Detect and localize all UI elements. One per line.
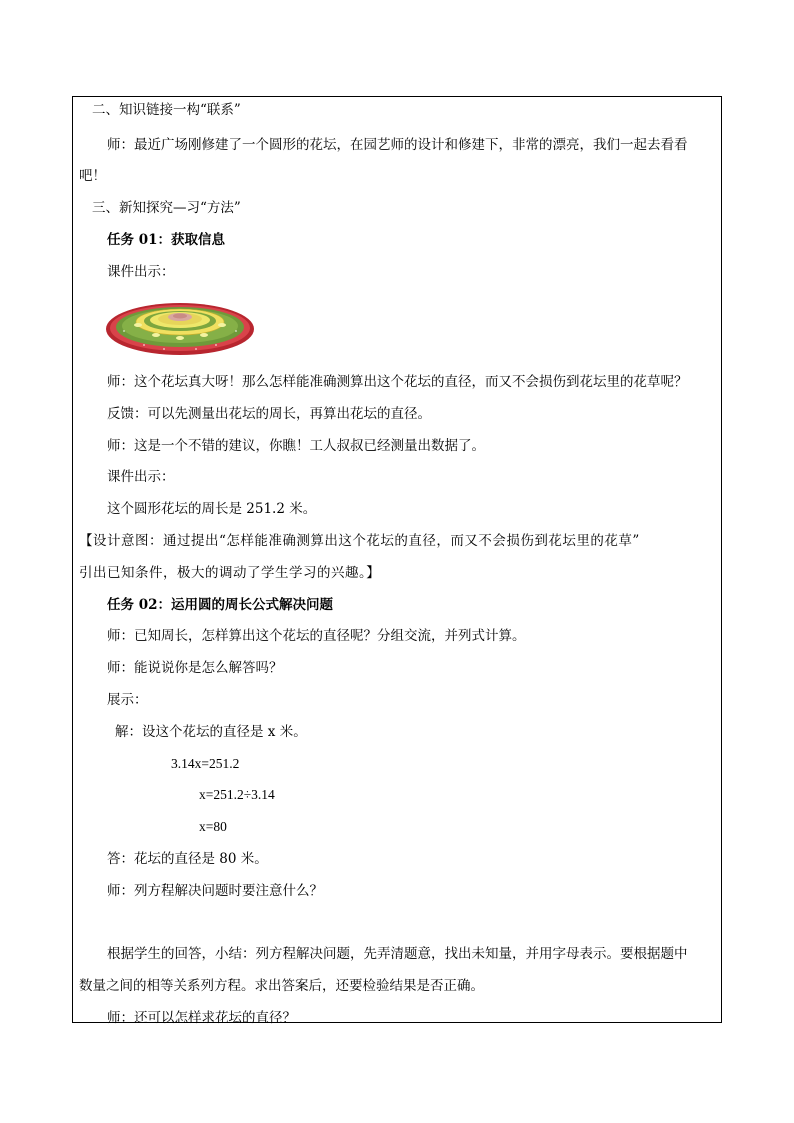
equation-3: x=80 [199, 819, 227, 834]
task2-heading: 任务 02：运用圆的周长公式解决问题 [107, 597, 333, 613]
summary-line2: 数量之间的相等关系列方程。求出答案后，还要检验结果是否正确。 [79, 978, 484, 994]
task1-heading: 任务 01：获取信息 [107, 232, 225, 248]
teacher-intro-line1: 师：最近广场刚修建了一个圆形的花坛，在园艺师的设计和修建下，非常的漂亮，我们一起去看看 [107, 137, 688, 153]
design-intent-line2: 引出已知条件，极大的调动了学生学习的兴趣。】 [79, 565, 381, 581]
display-label: 展示： [107, 692, 148, 708]
equation-1: 3.14x=251.2 [171, 756, 240, 771]
answer: 答：花坛的直径是 80 米。 [107, 851, 268, 867]
teacher-question-3: 师：已知周长，怎样算出这个花坛的直径呢？分组交流，并列式计算。 [107, 628, 526, 644]
equation-2: x=251.2÷3.14 [199, 787, 275, 802]
summary-line1: 根据学生的回答，小结：列方程解决问题，先弄清题意，找出未知量，并用字母表示。要根据题中 [107, 946, 688, 962]
flower-bed-illustration [104, 295, 256, 357]
teacher-question-6: 师：还可以怎样求花坛的直径？ [107, 1010, 296, 1026]
teacher-question-5: 师：列方程解决问题时要注意什么？ [107, 883, 323, 899]
flower-bed-image [104, 295, 256, 357]
teacher-question-1: 师：这个花坛真大呀！那么怎样能准确测算出这个花坛的直径，而又不会损伤到花坛里的花草呢？ [107, 374, 688, 390]
teacher-intro-line2: 吧！ [79, 168, 106, 184]
circumference-fact: 这个圆形花坛的周长是 251.2 米。 [107, 501, 317, 517]
courseware-show-2: 课件出示： [107, 469, 175, 485]
teacher-question-4: 师：能说说你是怎么解答吗？ [107, 660, 283, 676]
section2-heading: 二、知识链接一构“联系” [92, 102, 241, 118]
courseware-show-1: 课件出示： [107, 264, 175, 280]
teacher-question-2: 师：这是一个不错的建议，你瞧！工人叔叔已经测量出数据了。 [107, 438, 485, 454]
section3-heading: 三、新知探究—习“方法” [92, 200, 241, 216]
solution-intro: 解：设这个花坛的直径是 x 米。 [115, 724, 307, 740]
design-intent-line1: 【设计意图：通过提出“怎样能准确测算出这个花坛的直径，而又不会损伤到花坛里的花草” [79, 533, 640, 549]
feedback: 反馈：可以先测量出花坛的周长，再算出花坛的直径。 [107, 406, 431, 422]
